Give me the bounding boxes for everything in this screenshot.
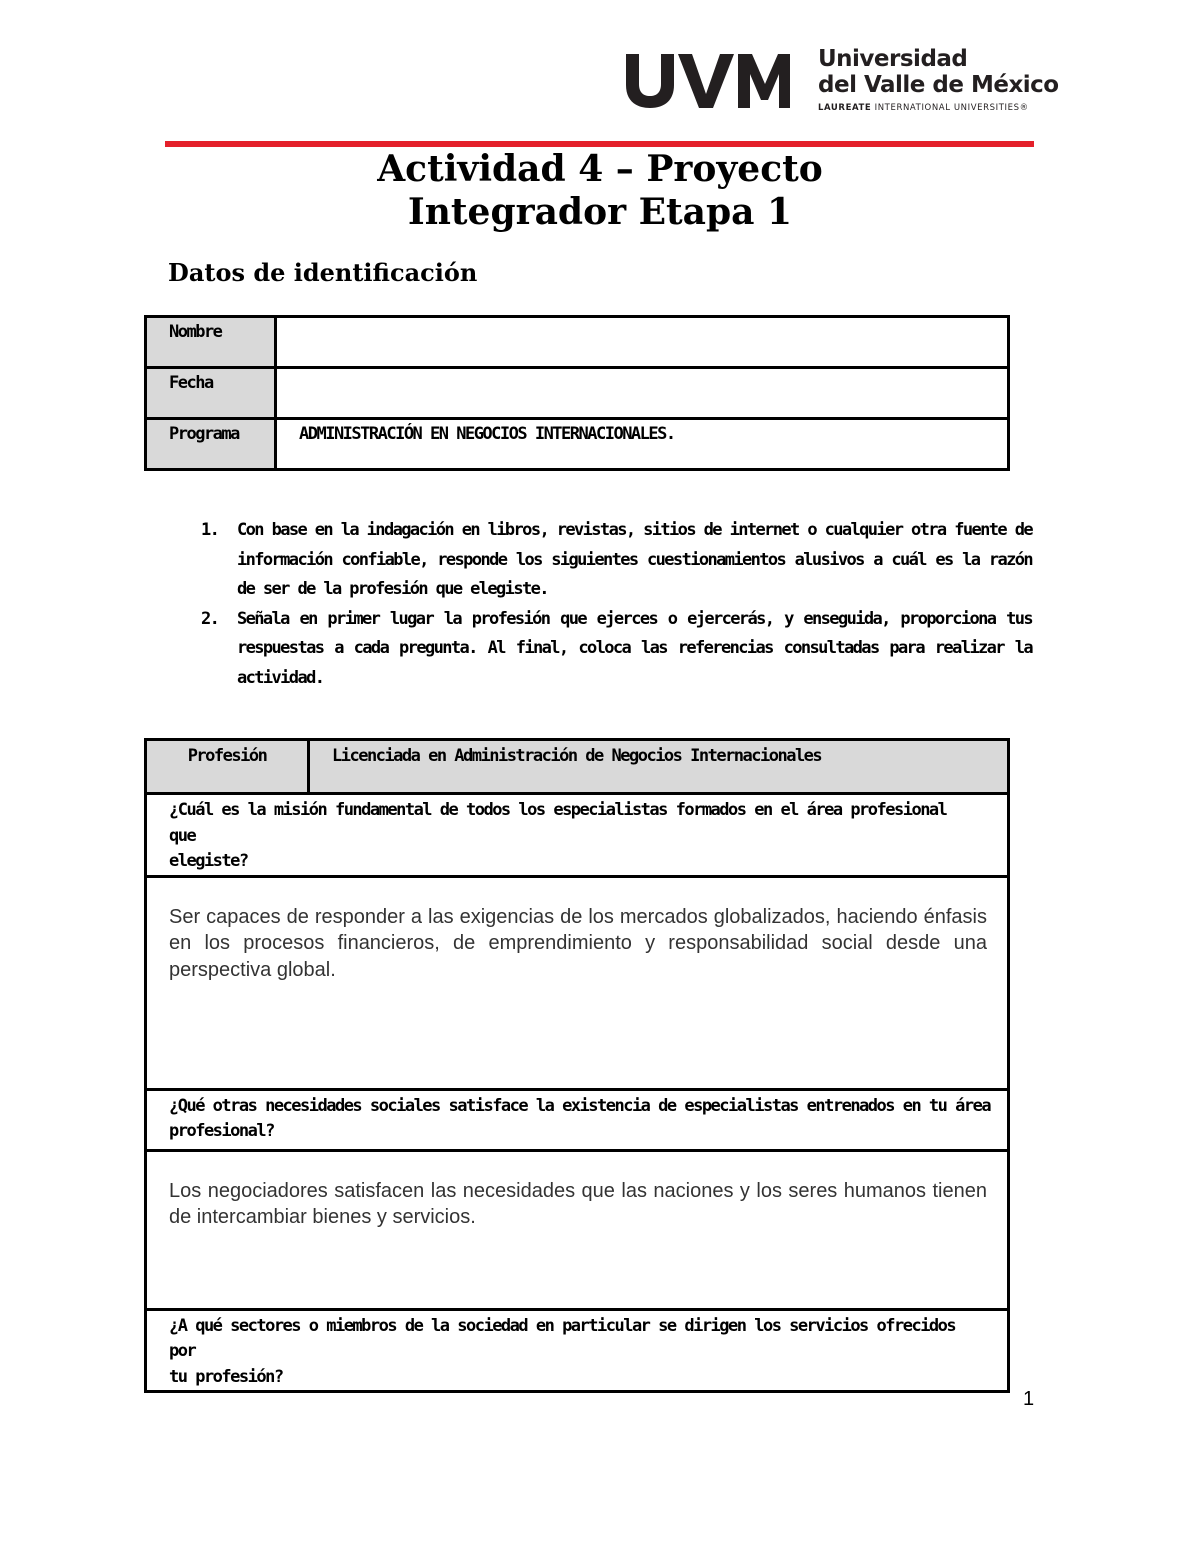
instruction-text: Señala en primer lugar la profesión que ejerces o ejercerás, y enseguida, proporciona tus respuestas a cada pregunta. Al final, coloca las referencias consultadas para realizar la actividad. xyxy=(237,608,1032,688)
question-line: elegiste? xyxy=(169,851,248,871)
identification-table xyxy=(144,315,1010,471)
table-row xyxy=(146,1089,1009,1150)
table-row xyxy=(146,1309,1009,1392)
question-line: ¿Cuál es la misión fundamental de todos los especialistas formados en el área profesional xyxy=(169,800,947,820)
answer-2[interactable]: Los negociadores satisfacen las necesidades que las naciones y los seres humanos tienen de intercambiar bienes y servicios. xyxy=(146,1150,1009,1309)
table-row xyxy=(146,740,1009,794)
title-line-2: Integrador Etapa 1 xyxy=(407,191,793,233)
id-value-fecha[interactable] xyxy=(276,368,1009,419)
question-line: tu profesión? xyxy=(169,1366,283,1387)
question-line: que xyxy=(169,825,196,846)
id-label-nombre: Nombre xyxy=(146,317,276,368)
question-line: ¿Qué otras necesidades sociales satisface la existencia de especialistas entrenados en tu área xyxy=(169,1095,991,1116)
questions-table xyxy=(144,738,1010,1393)
uvm-logo-icon xyxy=(622,48,790,112)
list-number: 1. xyxy=(201,520,219,540)
question-line: profesional? xyxy=(169,1121,274,1141)
university-logo-text xyxy=(818,46,1059,113)
question-line: por xyxy=(169,1341,196,1361)
page-number: 1 xyxy=(1023,1388,1035,1410)
page-title xyxy=(0,148,1200,234)
instructions-list xyxy=(198,516,1032,694)
question-1 xyxy=(146,794,1009,877)
section-heading: Datos de identificación xyxy=(168,258,478,287)
id-label-programa: Programa xyxy=(146,419,276,470)
header-divider xyxy=(165,141,1034,147)
profession-value[interactable]: Licenciada en Administración de Negocios Internacionales xyxy=(309,740,1009,794)
list-item xyxy=(198,516,1032,605)
table-row xyxy=(146,419,1009,470)
id-value-programa[interactable]: ADMINISTRACIÓN EN NEGOCIOS INTERNACIONALES. xyxy=(276,419,1009,470)
instruction-text: Con base en la indagación en libros, revistas, sitios de internet o cualquier otra fuente de información confiable, responde los siguientes cuestionamientos alusivos a cuál es la razón de ser de la profesión que elegiste. xyxy=(237,520,1032,600)
list-number: 2. xyxy=(201,608,219,629)
list-item xyxy=(198,605,1032,694)
table-row xyxy=(146,876,1009,1089)
table-row xyxy=(146,317,1009,368)
logo-line-1: Universidad xyxy=(818,46,968,72)
table-row xyxy=(146,794,1009,877)
table-row xyxy=(146,1150,1009,1309)
logo-tagline: LAUREATE INTERNATIONAL UNIVERSITIES® xyxy=(818,103,1029,113)
profession-label: Profesión xyxy=(146,740,309,794)
title-line-1: Actividad 4 – Proyecto xyxy=(377,148,823,190)
answer-1[interactable]: Ser capaces de responder a las exigencias de los mercados globalizados, haciendo énfasis en los procesos financieros, de emprendimiento y responsabilidad social desde una perspectiva global. xyxy=(146,876,1009,1089)
question-2 xyxy=(146,1089,1009,1150)
id-value-nombre[interactable] xyxy=(276,317,1009,368)
question-3 xyxy=(146,1309,1009,1392)
question-line: ¿A qué sectores o miembros de la sociedad en particular se dirigen los servicios ofrecidos xyxy=(169,1315,956,1336)
logo-line-2: del Valle de México xyxy=(818,72,1059,98)
table-row xyxy=(146,368,1009,419)
id-label-fecha: Fecha xyxy=(146,368,276,419)
